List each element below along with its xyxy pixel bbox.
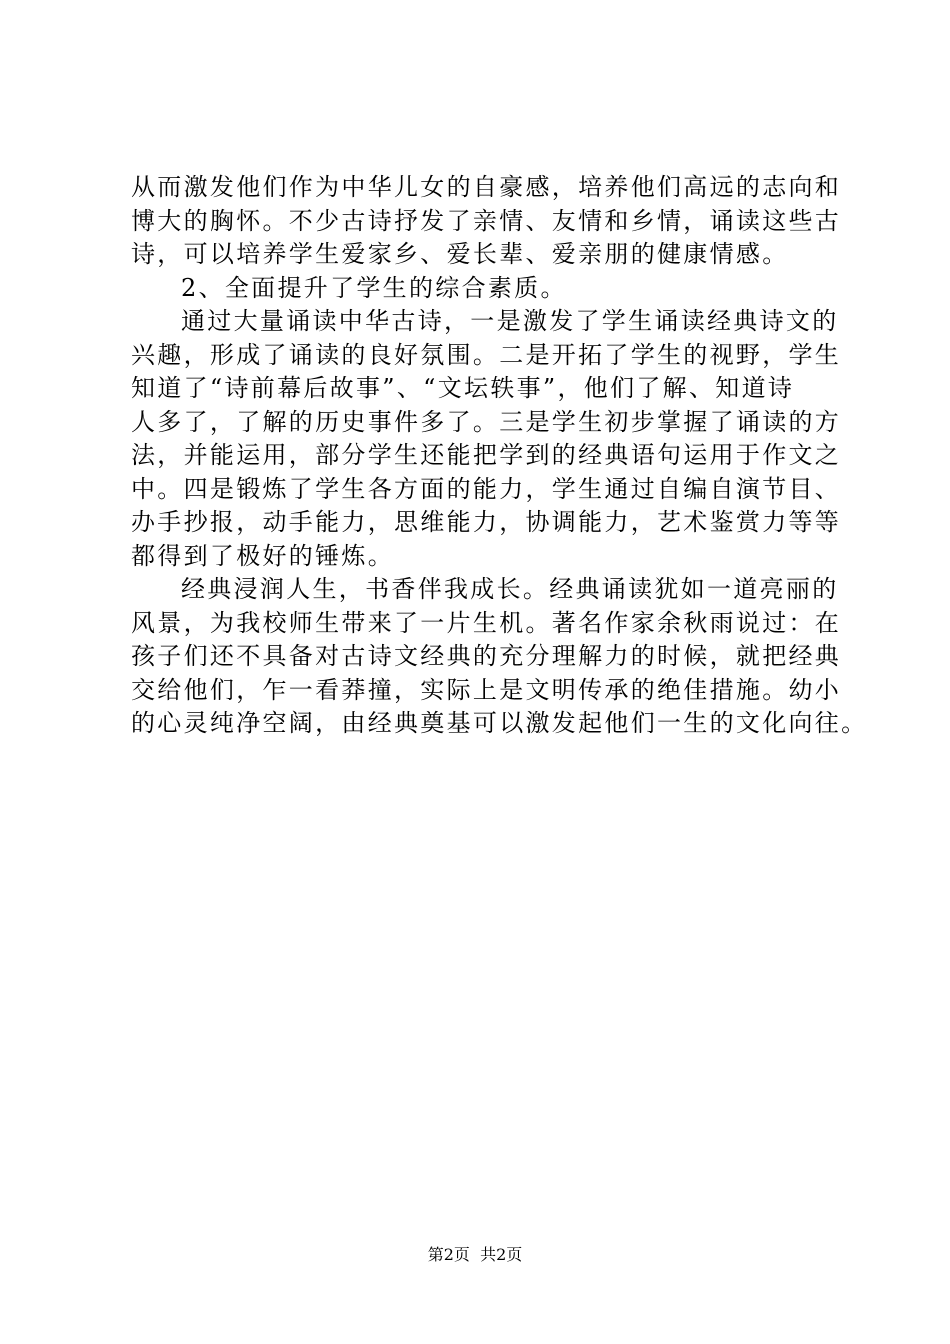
text-line: 风景，为我校师生带来了一片生机。著名作家余秋雨说过：在 — [131, 608, 842, 637]
text-line: 知道了“诗前幕后故事”、“文坛轶事”，他们了解、知道诗 — [131, 374, 795, 402]
text-line: 兴趣，形成了诵读的良好氛围。二是开拓了学生的视野，学生 — [131, 340, 842, 369]
text-line: 中。四是锻炼了学生各方面的能力，学生通过自编自演节目、 — [131, 474, 842, 503]
body-text — [131, 171, 868, 741]
text-line: 博大的胸怀。不少古诗抒发了亲情、友情和乡情，诵读这些古 — [131, 206, 842, 235]
text-line: 诗，可以培养学生爱家乡、爱长辈、爱亲朋的健康情感。 — [131, 240, 789, 268]
text-line: 办手抄报，动手能力，思维能力，协调能力，艺术鉴赏力等等 — [131, 508, 842, 536]
text-line: 通过大量诵读中华古诗，一是激发了学生诵读经典诗文的 — [181, 307, 839, 335]
text-line: 的心灵纯净空阔，由经典奠基可以激发起他们一生的文化向往。 — [131, 709, 868, 737]
page-number: 第2页 共2页 — [427, 1245, 523, 1264]
text-line: 孩子们还不具备对古诗文经典的充分理解力的时候，就把经典 — [131, 642, 842, 670]
text-line: 法，并能运用，部分学生还能把学到的经典语句运用于作文之 — [131, 441, 842, 469]
text-line: 都得到了极好的锤炼。 — [131, 541, 394, 570]
page-footer — [0, 1244, 950, 1266]
text-line: 经典浸润人生，书香伴我成长。经典诵读犹如一道亮丽的 — [181, 575, 839, 603]
text-line: 从而激发他们作为中华儿女的自豪感，培养他们高远的志向和 — [131, 173, 842, 201]
section-heading: 2、全面提升了学生的综合素质。 — [181, 273, 567, 302]
text-line: 人多了，了解的历史事件多了。三是学生初步掌握了诵读的方 — [131, 407, 842, 436]
text-line: 交给他们，乍一看莽撞，实际上是文明传承的绝佳措施。幼小 — [131, 675, 842, 704]
